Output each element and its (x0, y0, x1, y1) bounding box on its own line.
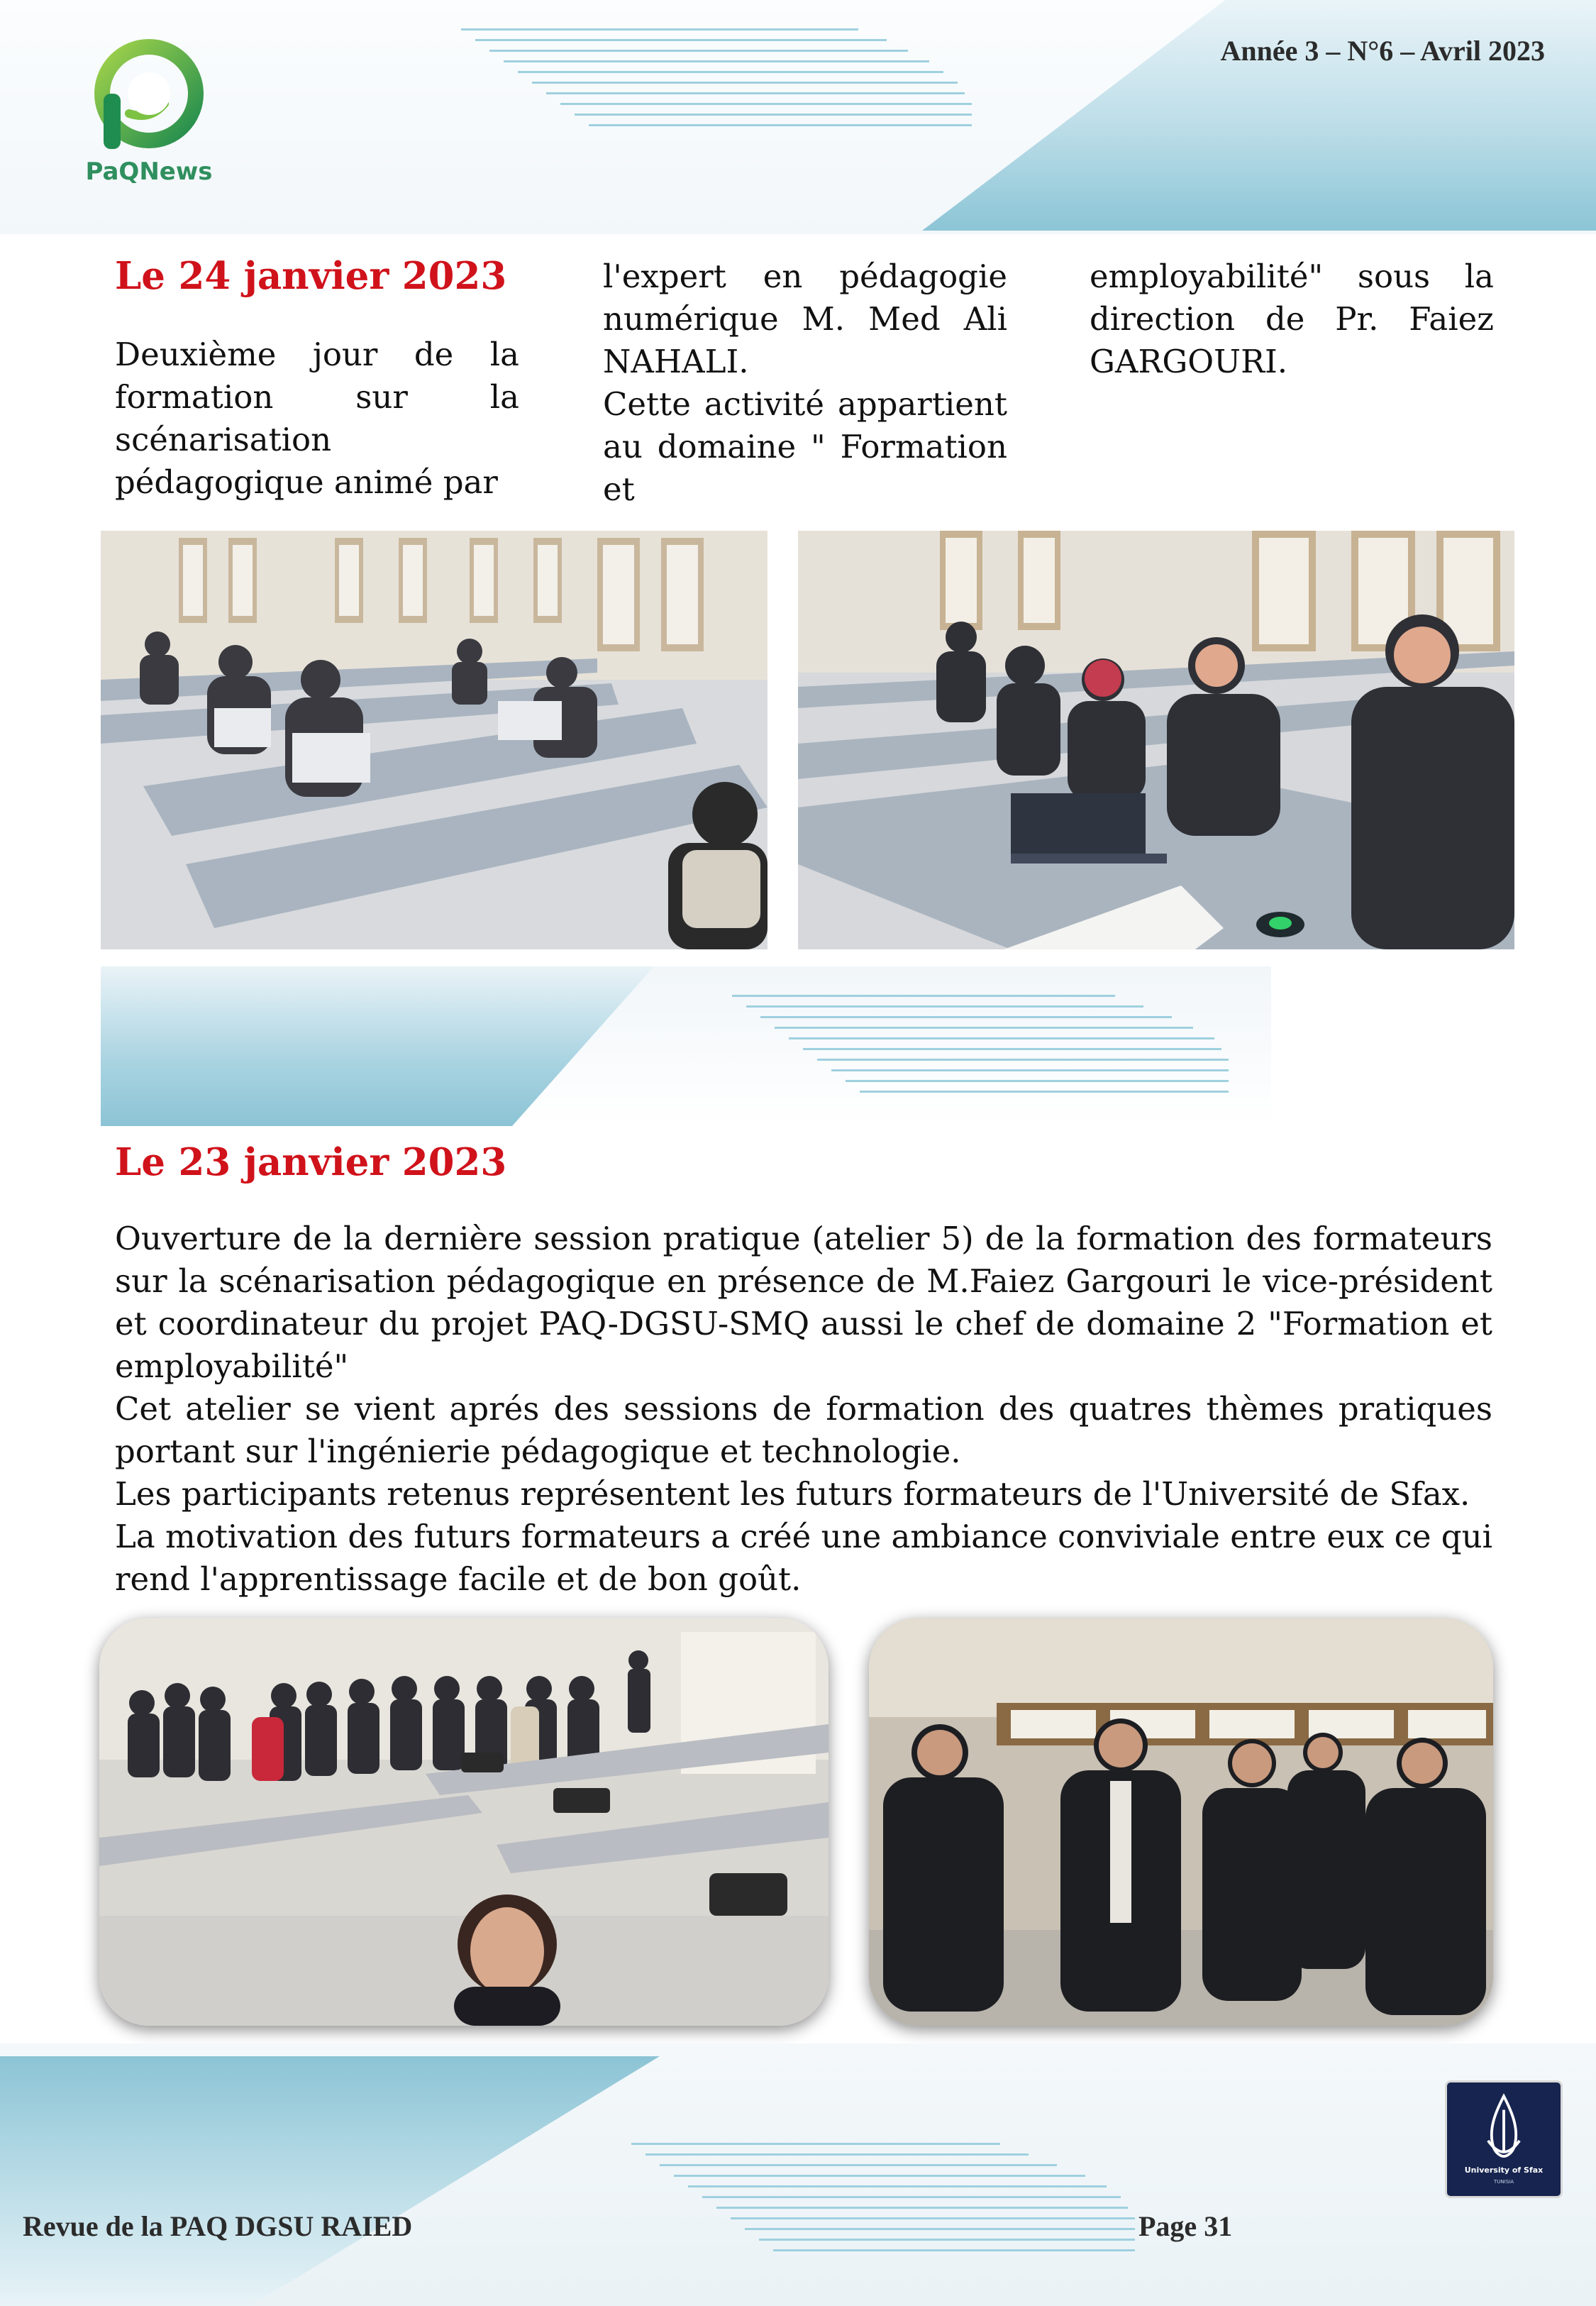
header-stripes (461, 28, 958, 142)
classroom-photo-1 (101, 531, 767, 949)
section1-col3-text: employabilité" sous la direction de Pr. Faiez GARGOURI. (1090, 258, 1494, 380)
section-divider-banner (101, 966, 1271, 1126)
section2-paragraph-2: Cet atelier se vient aprés des sessions de formation des quatres thèmes pratiques portant sur l'ingénierie pédagogique et technologie. (115, 1390, 1492, 1470)
section1-col1 (115, 333, 519, 504)
page-number: Page 31 (1138, 2210, 1233, 2242)
section2-date-title: Le 23 janvier 2023 (115, 1140, 507, 1184)
section1-col1-text: Deuxième jour de la formation sur la scénarisation pédagogique animé par (115, 336, 519, 501)
footer-publication-title: Revue de la PAQ DGSU RAIED (23, 2210, 413, 2242)
section2-body (115, 1218, 1492, 1601)
section1-col2-text-b: Cette activité appartient au domaine " Formation et (603, 385, 1007, 508)
issue-info: Année 3 – N°6 – Avril 2023 (1220, 35, 1545, 67)
section1-col2 (603, 255, 1007, 511)
university-of-sfax-logo (1445, 2080, 1563, 2198)
brand-name: PaQNews (85, 158, 213, 186)
classroom-photo-2 (798, 531, 1514, 949)
footer-stripes (631, 2143, 1142, 2278)
section1-col3 (1090, 255, 1494, 383)
section2-paragraph-4: La motivation des futurs formateurs a créé une ambiance conviviale entre eux ce qui rend l'apprentissage facile et de bon goût. (115, 1518, 1492, 1598)
officials-photo (869, 1618, 1493, 2026)
section1-col2-text-a: l'expert en pédagogie numérique M. Med Ali NAHALI. (603, 258, 1007, 380)
section1-date-title: Le 24 janvier 2023 (115, 254, 507, 298)
university-country: TUNISIA (1494, 2179, 1514, 2185)
university-name: University of Sfax (1464, 2166, 1544, 2175)
section2-paragraph-1: Ouverture de la dernière session pratique (atelier 5) de la formation des formateurs sur la scénarisation pédagogique en présence de M.Faiez Gargouri le vice-président et coordinateur du projet PAQ-DGSU-SMQ aussi le chef de domaine 2 "Formation et employabilité" (115, 1220, 1492, 1385)
section2-paragraph-3: Les participants retenus représentent les futurs formateurs de l'Université de Sfax. (115, 1475, 1470, 1513)
group-photo (99, 1618, 829, 2026)
